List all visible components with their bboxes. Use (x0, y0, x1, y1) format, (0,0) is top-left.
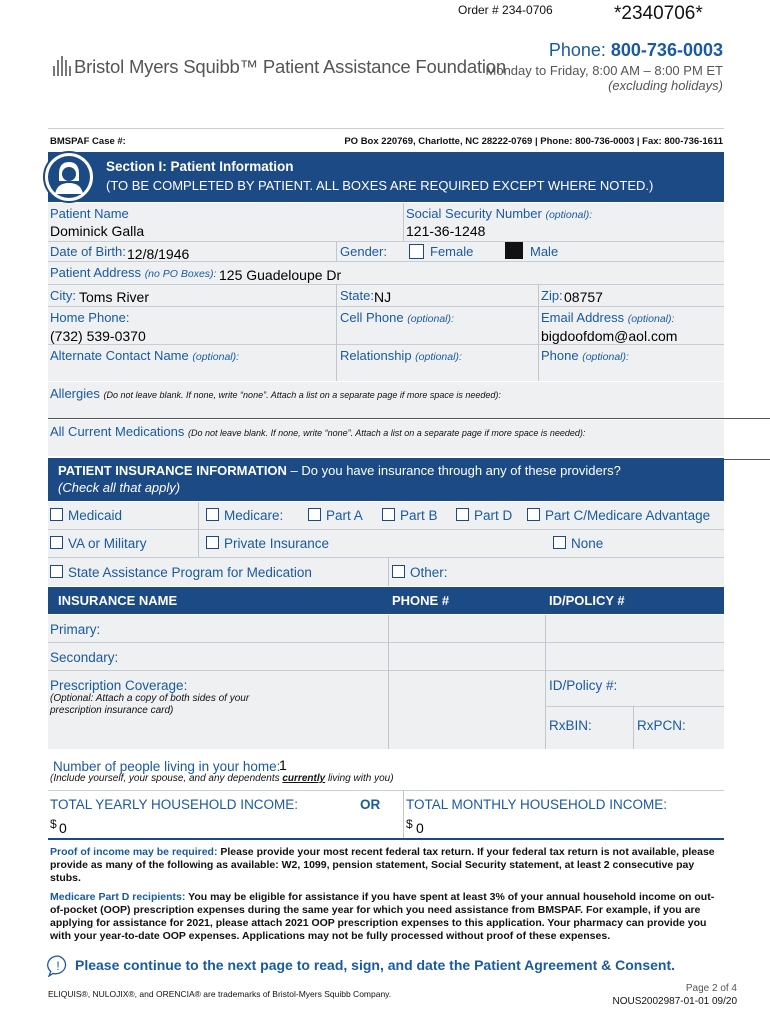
medicaid-option[interactable] (50, 508, 122, 523)
ssn-optional: (optional): (545, 209, 593, 221)
medicare-label: Medicare: (224, 508, 284, 523)
part-c-option[interactable] (527, 508, 710, 523)
medicaid-label: Medicaid (68, 508, 123, 523)
address-field[interactable]: 125 Guadeloupe Dr (219, 267, 342, 283)
part-b-option[interactable] (382, 508, 438, 523)
income-top-rule (48, 790, 724, 791)
address-note: (no PO Boxes): (144, 268, 217, 280)
case-label: BMSPAF Case #: (50, 136, 126, 147)
part-b-checkbox[interactable] (382, 508, 395, 521)
home-phone-field[interactable]: (732) 539-0370 (50, 328, 146, 344)
state-label: State: (340, 288, 374, 303)
proof-of-income-note (50, 846, 726, 885)
relationship-label-group (340, 348, 462, 363)
row-divider (48, 529, 724, 530)
col-divider (633, 706, 634, 749)
dob-field[interactable]: 12/8/1946 (127, 246, 190, 262)
alt-phone-label: Phone (541, 348, 579, 363)
va-checkbox[interactable] (50, 536, 63, 549)
rxbin-label: RxBIN: (549, 718, 592, 733)
ssn-field[interactable]: 121-36-1248 (406, 223, 486, 239)
alt-contact-optional: (optional): (192, 351, 240, 363)
part-c-checkbox[interactable] (527, 508, 540, 521)
col-divider (336, 241, 337, 261)
row-divider (545, 706, 724, 707)
hours-text: Monday to Friday, 8:00 AM – 8:00 PM ET (485, 63, 723, 78)
phone-header: PHONE # (392, 593, 450, 608)
address-label: Patient Address (50, 265, 142, 280)
col-divider (403, 203, 404, 241)
alt-phone-optional: (optional): (582, 351, 629, 363)
info-icon (47, 955, 69, 982)
monthly-income-field[interactable]: 0 (416, 820, 424, 836)
alt-phone-label-group (541, 348, 629, 363)
cell-phone-optional: (optional): (407, 313, 454, 325)
private-insurance-option[interactable] (206, 536, 329, 551)
zip-label: Zip: (541, 288, 563, 303)
part-d-note (50, 891, 726, 943)
bms-logo-icon (52, 54, 72, 83)
proof-text: Please provide your most recent federal tax return. If your federal tax return is not available, please provide as many of the following as available: W2, 1099, pension statement, Social Security statement, at least 2 consecutive pay stubs. (50, 846, 715, 884)
part-d-lead: Medicare Part D recipients: (50, 891, 186, 903)
none-checkbox[interactable] (553, 536, 566, 549)
row-divider (48, 642, 724, 643)
male-label: Male (530, 244, 559, 259)
alt-contact-label: Alternate Contact Name (50, 348, 189, 363)
proof-lead: Proof of income may be required: (50, 846, 218, 858)
household-count-note (50, 773, 394, 784)
col-divider (538, 284, 539, 381)
medications-label: All Current Medications (50, 424, 185, 439)
zip-field[interactable]: 08757 (564, 289, 603, 305)
email-optional: (optional): (627, 313, 675, 325)
yearly-income-field[interactable]: 0 (59, 820, 67, 836)
row-divider (48, 284, 724, 285)
continue-note: Please continue to the next page to read, sign, and date the Patient Agreement & Consent. (75, 957, 676, 973)
section1-subtitle: (TO BE COMPLETED BY PATIENT. ALL BOXES ARE REQUIRED EXCEPT WHERE NOTED.) (106, 178, 654, 193)
row-divider (48, 306, 724, 307)
rx-coverage-label: Prescription Coverage: (50, 678, 188, 693)
row-divider (48, 241, 724, 242)
other-checkbox[interactable] (392, 565, 405, 578)
income-bottom-rule (48, 838, 724, 840)
other-option[interactable] (392, 565, 448, 580)
allergies-label-group (50, 386, 501, 401)
part-d-option[interactable] (456, 508, 512, 523)
cell-phone-label: Cell Phone (340, 310, 404, 325)
household-count-field[interactable]: 1 (279, 757, 287, 773)
row-divider (48, 344, 724, 345)
phone-number: 800-736-0003 (610, 40, 723, 60)
email-label-group (541, 310, 674, 325)
svg-text:!: ! (56, 959, 60, 973)
col-divider (545, 615, 546, 749)
part-b-label: Part B (400, 508, 438, 523)
other-label: Other: (410, 565, 448, 580)
ssn-label-group (406, 206, 592, 221)
dob-label: Date of Birth: (50, 244, 126, 259)
household-count-label: Number of people living in your home: (53, 759, 281, 774)
or-label: OR (360, 797, 381, 812)
patient-name-field[interactable]: Dominick Galla (50, 223, 145, 239)
row-divider (48, 670, 724, 671)
insurance-header-question: – Do you have insurance through any of these providers? (286, 463, 621, 478)
col-divider (388, 557, 389, 586)
gender-label: Gender: (340, 244, 387, 259)
barcode-text: *2340706* (614, 3, 703, 24)
state-assistance-checkbox[interactable] (50, 565, 63, 578)
female-label: Female (430, 244, 474, 259)
yearly-income-label: TOTAL YEARLY HOUSEHOLD INCOME: (50, 797, 299, 812)
address-line: PO Box 220769, Charlotte, NC 28222-0769 | Phone: 800-736-0003 | Fax: 800-736-1611 (344, 136, 723, 147)
private-insurance-checkbox[interactable] (206, 536, 219, 549)
document-code: NOUS2002987-01-01 09/20 (612, 996, 737, 1007)
rx-coverage-note-1: (Optional: Attach a copy of both sides of your (50, 693, 250, 704)
medications-label-group (50, 424, 585, 439)
trademarks-text: ELIQUIS®, NULOJIX®, and ORENCIA® are trademarks of Bristol-Myers Squibb Company. (48, 989, 392, 999)
alt-contact-label-group (50, 348, 239, 363)
email-field[interactable]: bigdoofdom@aol.com (541, 328, 678, 344)
state-assistance-option[interactable] (50, 565, 312, 580)
va-label: VA or Military (68, 536, 147, 551)
page-number: Page 2 of 4 (685, 983, 737, 994)
part-a-label: Part A (326, 508, 363, 523)
yearly-currency: $ (50, 817, 57, 831)
rxpcn-label: RxPCN: (637, 718, 686, 733)
part-c-label: Part C/Medicare Advantage (545, 508, 711, 523)
primary-label: Primary: (50, 622, 101, 637)
row-divider (48, 557, 724, 558)
insurance-header-note: (Check all that apply) (58, 480, 181, 495)
id-policy-header: ID/POLICY # (549, 593, 625, 608)
col-divider (403, 790, 404, 838)
monthly-income-label: TOTAL MONTHLY HOUSEHOLD INCOME: (406, 797, 668, 812)
allergies-rule (48, 418, 770, 419)
none-option[interactable] (553, 536, 603, 551)
medicare-checkbox[interactable] (206, 508, 219, 521)
secondary-label: Secondary: (50, 650, 119, 665)
part-a-option[interactable] (308, 508, 363, 523)
female-checkbox[interactable] (409, 244, 424, 259)
order-number: Order # 234-0706 (458, 3, 553, 17)
relationship-optional: (optional): (415, 351, 462, 363)
part-d-text: You may be eligible for assistance if you have spent at least 3% of your annual household income on out-of-pocket (OOP) prescription expenses during the same year for which you need assistance from BMSPAF. For example, if you are applying for assistance for 2021, please attach 2021 OOP prescription expenses to this application. Your pharmacy can provide you with your year-to-date OOP expenses. Applications may not be fully processed without proof of these expenses. (50, 891, 715, 942)
col-divider (336, 284, 337, 381)
household-note-emphasis: currently (282, 773, 326, 784)
part-d-label: Part D (474, 508, 513, 523)
va-option[interactable] (50, 536, 147, 551)
cell-phone-label-group (340, 310, 454, 325)
part-d-checkbox[interactable] (456, 508, 469, 521)
rx-coverage-note-2: prescription insurance card) (50, 705, 174, 716)
ssn-label: Social Security Number (406, 206, 542, 221)
none-label: None (571, 536, 604, 551)
col-divider (388, 615, 389, 749)
relationship-label: Relationship (340, 348, 412, 363)
section1-title: Section I: Patient Information (106, 159, 294, 174)
patient-name-label: Patient Name (50, 206, 129, 221)
household-note-post: living with you) (325, 773, 394, 784)
male-checkbox[interactable] (505, 242, 523, 259)
insurance-header-bold: PATIENT INSURANCE INFORMATION (58, 463, 287, 478)
insurance-header-title (58, 463, 621, 478)
home-phone-label: Home Phone: (50, 310, 130, 325)
city-label: City: (50, 288, 76, 303)
holidays-text: (excluding holidays) (608, 78, 723, 93)
header-divider (48, 128, 724, 129)
medications-note: (Do not leave blank. If none, write “none”. Attach a list on a separate page if more space is needed): (188, 428, 586, 438)
state-assistance-label: State Assistance Program for Medication (68, 565, 312, 580)
medicare-option[interactable] (206, 508, 283, 523)
medicaid-checkbox[interactable] (50, 508, 63, 521)
email-label: Email Address (541, 310, 625, 325)
allergies-note: (Do not leave blank. If none, write “none”. Attach a list on a separate page if more space is needed): (103, 390, 501, 400)
patient-avatar-icon (42, 150, 96, 209)
phone-label: Phone: (548, 40, 611, 60)
address-label-group (50, 265, 216, 280)
medications-rule (724, 459, 770, 460)
private-insurance-label: Private Insurance (224, 536, 330, 551)
city-field[interactable]: Toms River (79, 289, 150, 305)
id-policy-label: ID/Policy #: (549, 678, 618, 693)
state-field[interactable]: NJ (374, 289, 392, 305)
household-note-pre: (Include yourself, your spouse, and any dependents (50, 773, 283, 784)
part-a-checkbox[interactable] (308, 508, 321, 521)
allergies-label: Allergies (50, 386, 100, 401)
insurance-name-header: INSURANCE NAME (58, 593, 178, 608)
foundation-logo-text: Bristol Myers Squibb™ Patient Assistance Foundation (74, 56, 506, 77)
phone-line (520, 40, 723, 61)
col-divider (198, 502, 199, 557)
monthly-currency: $ (406, 817, 413, 831)
